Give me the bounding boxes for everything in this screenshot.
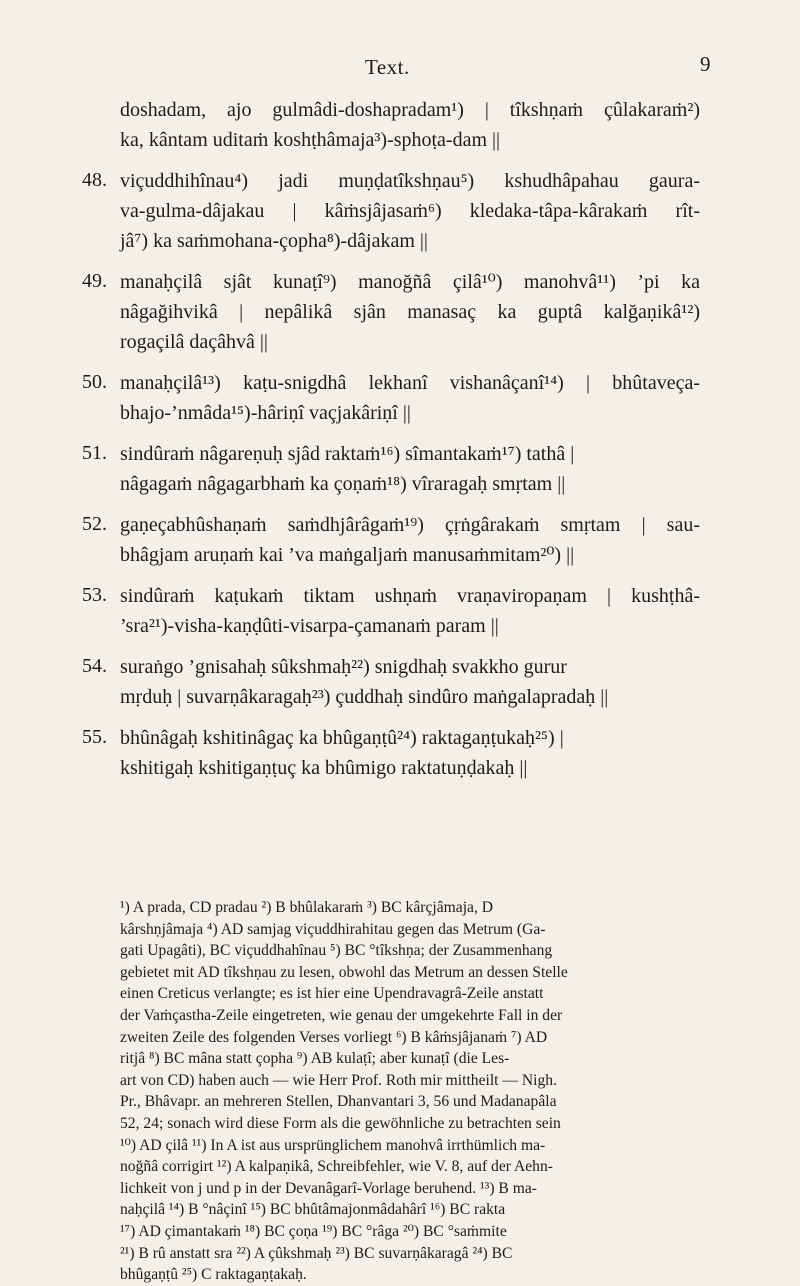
footnote-line: lichkeit von j und p in der Devanâgarî-Vorlage beruhend. ¹³) B ma- bbox=[120, 1179, 537, 1197]
verse-line bbox=[82, 581, 700, 611]
verse-line-text: doshadam, ajo gulmâdi-doshapradam¹) | tîkshṇaṁ çûlakaraṁ²) bbox=[120, 99, 700, 121]
verse-line-text: suraṅgo ’gnisahaḥ sûkshmaḥ²²) snigdhaḥ svakkho gurur bbox=[120, 656, 567, 678]
verse-line bbox=[82, 166, 700, 196]
verse-line-text: va-gulma-dâjakau | kâṁsjâjasaṁ⁶) kledaka-tâpa-kârakaṁ rît- bbox=[120, 200, 700, 222]
verse-line bbox=[120, 611, 700, 641]
verse-line-text: sindûraṁ nâgareṇuḥ sjâd raktaṁ¹⁶) sîmantakaṁ¹⁷) tathâ | bbox=[120, 443, 575, 465]
footnote-line: Pr., Bhâvapr. an mehreren Stellen, Dhanvantari 3, 56 und Madanapâla bbox=[120, 1093, 557, 1111]
verse-line bbox=[82, 510, 700, 540]
footnote-line: zweiten Zeile des folgenden Verses vorliegt ⁶) B kâṁsjâjanaṁ ⁷) AD bbox=[120, 1028, 548, 1046]
footnote-line: gati Upagâti), BC viçuddhahînau ⁵) BC °tîkshṇa; der Zusammenhang bbox=[120, 942, 553, 960]
verse-number: 48. bbox=[82, 169, 107, 191]
footnote-line: art von CD) haben auch — wie Herr Prof. Roth mir mittheilt — Nigh. bbox=[120, 1071, 557, 1089]
verse-line bbox=[82, 368, 700, 398]
footnote-line: ¹⁷) AD çimantakaṁ ¹⁸) BC çoṇa ¹⁹) BC °râga ²⁰) BC °saṁmite bbox=[120, 1222, 507, 1240]
verse-line-text: ’sra²¹)-visha-kaṇḍûti-visarpa-çamanaṁ param || bbox=[120, 615, 499, 637]
verse-line-text: manaḥçilâ sjât kunaṭî⁹) manoğñâ çilâ¹⁰) manohvâ¹¹) ’pi ka bbox=[120, 271, 700, 293]
verse bbox=[82, 439, 700, 499]
verse-line bbox=[82, 652, 700, 682]
verse bbox=[82, 166, 700, 256]
verse-line-text: sindûraṁ kaṭukaṁ tiktam ushṇaṁ vraṇaviropaṇam | kushṭhâ- bbox=[120, 585, 700, 607]
verse-line bbox=[120, 540, 700, 570]
verse-line-text: bhajo-’nmâda¹⁵)-hâriṇî vaçjakâriṇî || bbox=[120, 402, 411, 424]
verse-number: 50. bbox=[82, 371, 107, 393]
page-header bbox=[0, 50, 800, 80]
verse-number: 51. bbox=[82, 442, 107, 464]
verse-line bbox=[120, 469, 700, 499]
verse-line-text: bhûnâgaḥ kshitinâgaç ka bhûgaṇṭû²⁴) raktagaṇṭukaḥ²⁵) | bbox=[120, 727, 564, 749]
footnote-line: ¹) A prada, CD pradau ²) B bhûlakaraṁ ³) BC kârçjâmaja, D bbox=[120, 899, 494, 916]
verse-number: 49. bbox=[82, 270, 107, 292]
footnote-line: gebietet mit AD tîkshṇau zu lesen, obwohl das Metrum an dessen Stelle bbox=[120, 963, 568, 981]
footnote-line: ¹⁰) AD çilâ ¹¹) In A ist aus ursprünglichem manohvâ irrthümlich ma- bbox=[120, 1136, 546, 1154]
verse bbox=[120, 95, 700, 155]
verse-line bbox=[120, 297, 700, 327]
verse bbox=[82, 267, 700, 357]
verse-line-text: manaḥçilâ¹³) kaṭu-snigdhâ lekhanî vishanâçanî¹⁴) | bhûtaveça- bbox=[120, 372, 700, 394]
verse bbox=[82, 581, 700, 641]
verse-line-text: kshitigaḥ kshitigaṇṭuç ka bhûmigo raktatuṇḍakaḥ || bbox=[120, 757, 528, 779]
verse-number: 54. bbox=[82, 655, 107, 677]
footnote-line: der Vaṁçastha-Zeile eingetreten, wie genau der umgekehrte Fall in der bbox=[120, 1006, 563, 1024]
verse-line-text: ka, kântam uditaṁ koshṭhâmaja³)-sphoṭa-dam || bbox=[120, 129, 501, 151]
footnote-line: bhûgaṇṭû ²⁵) C raktagaṇṭakaḥ. bbox=[120, 1266, 307, 1284]
verse-line-text: nâgağihvikâ | nepâlikâ sjân manasaç ka guptâ kalğaṇikâ¹²) bbox=[120, 301, 700, 323]
footnotes bbox=[120, 897, 702, 1286]
verse-line bbox=[120, 95, 700, 125]
verse-line bbox=[120, 753, 700, 783]
footnote-line: ritjâ ⁸) BC mâna statt çopha ⁹) AB kulaṭî; aber kunaṭî (die Les- bbox=[120, 1050, 510, 1068]
verse-line-text: mṛduḥ | suvarṇâkaragaḥ²³) çuddhaḥ sindûro maṅgalapradaḥ || bbox=[120, 686, 609, 708]
verse-line bbox=[120, 226, 700, 256]
verse-number: 52. bbox=[82, 513, 107, 535]
verse bbox=[82, 723, 700, 783]
verse-line bbox=[82, 439, 700, 469]
verse-number: 53. bbox=[82, 584, 107, 606]
footnote-line: ²¹) B rû anstatt sra ²²) A çûkshmaḥ ²³) BC suvarṇâkaragâ ²⁴) BC bbox=[120, 1244, 513, 1262]
verse bbox=[82, 368, 700, 428]
verse-line-text: jâ⁷) ka saṁmohana-çopha⁸)-dâjakam || bbox=[120, 230, 428, 252]
running-title: Text. bbox=[365, 55, 410, 79]
verse-line-text: gaṇeçabhûshaṇaṁ saṁdhjârâgaṁ¹⁹) çṛṅgârakaṁ smṛtam | sau- bbox=[120, 514, 700, 536]
verse-line bbox=[120, 327, 700, 357]
footnote-line: 52, 24; sonach wird diese Form als die gewöhnliche zu betrachten sein bbox=[120, 1114, 561, 1132]
verse-line-text: viçuddhihînau⁴) jadi muṇḍatîkshṇau⁵) kshudhâpahau gaura- bbox=[120, 170, 700, 192]
footnote-line: einen Creticus verlangte; es ist hier eine Upendravagrâ-Zeile anstatt bbox=[120, 985, 544, 1003]
verse-line bbox=[120, 125, 700, 155]
verse-line bbox=[82, 267, 700, 297]
verse-line-text: bhâgjam aruṇaṁ kai ’va maṅgaljaṁ manusaṁmitam²⁰) || bbox=[120, 544, 575, 566]
verse-number: 55. bbox=[82, 726, 107, 748]
footnote-line: naḥçilâ ¹⁴) B °nâçinî ¹⁵) BC bhûtâmajonmâdahârî ¹⁶) BC rakta bbox=[120, 1201, 506, 1219]
verse bbox=[82, 510, 700, 570]
verse-line bbox=[120, 196, 700, 226]
verse-line-text: rogaçilâ daçâhvâ || bbox=[120, 331, 268, 353]
verse-line bbox=[120, 682, 700, 712]
footnote-line: kârshṇjâmaja ⁴) AD samjag viçuddhirahitau gegen das Metrum (Ga- bbox=[120, 920, 546, 938]
verse-line bbox=[82, 723, 700, 753]
verse-line-text: nâgagaṁ nâgagarbhaṁ ka çoṇaṁ¹⁸) vîraragaḥ smṛtam || bbox=[120, 473, 566, 495]
verse-text bbox=[82, 95, 700, 783]
verse-line bbox=[120, 398, 700, 428]
verse bbox=[82, 652, 700, 712]
page-number: 9 bbox=[700, 52, 711, 76]
footnote-line: noğñâ corrigirt ¹²) A kalpaṇikâ, Schreibfehler, wie V. 8, auf der Aehn- bbox=[120, 1158, 553, 1176]
